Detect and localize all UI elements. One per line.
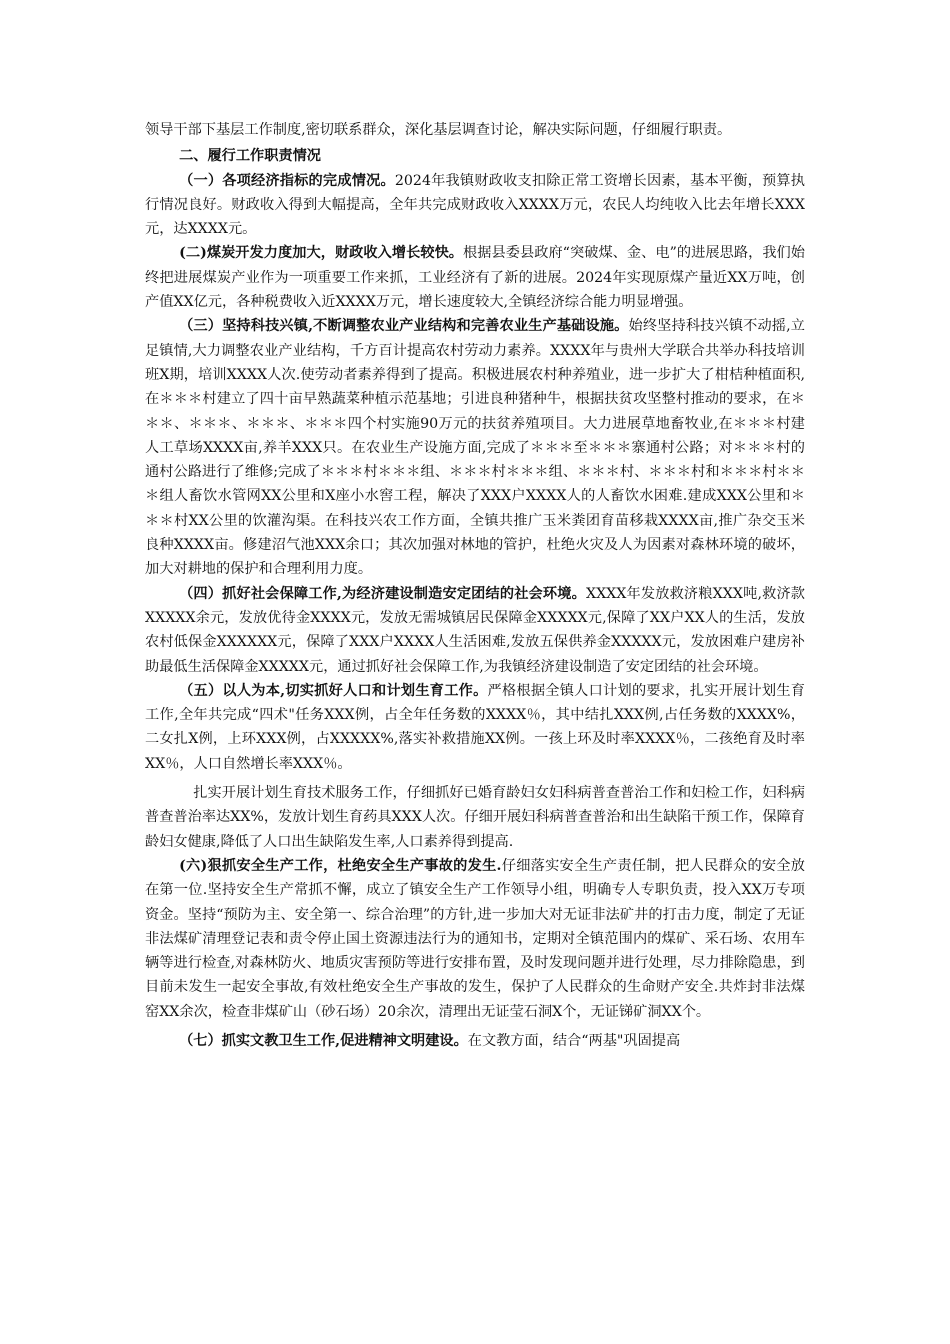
paragraph-7-lead: （七）抓实文教卫生工作,促进精神文明建设。: [179, 1032, 468, 1049]
paragraph-2-body: 根据县委县政府“突破煤、金、电”的进展思路，我们始终把进展煤炭产业作为一项重要工作来抓，工业经济有了新的进展。2024年实现原煤产量近XX万吨，创产值XX亿元，各种税费收入近XXXX万元，增长速度较大,全镇经济综合能力明显增强。: [145, 245, 805, 311]
paragraph-intro-continuation: 领导干部下基层工作制度,密切联系群众，深化基层调查讨论，解决实际问题，仔细履行职责。: [145, 122, 732, 138]
paragraph-6-body: 仔细落实安全生产责任制，把人民群众的安全放在第一位.坚持安全生产常抓不懈，成立了镇安全生产工作领导小组，明确专人专职负责，投入XX万专项资金。坚持“预防为主、安全第一、综合治理”的方针,进一步加大对无证非法矿井的打击力度，制定了无证非法煤矿清理登记表和责令停止国土资源违法行为的通知书，定期对全镇范围内的煤矿、采石场、农用车辆等进行检查,对森林防火、地质灾害预防等进行安排布置，及时发现问题并进行处理，尽力排除隐患，到目前未发生一起安全事故,有效杜绝安全生产事故的发生，保护了人民群众的生命财产安全.共炸封非法煤窑XX余次，检查非煤矿山（砂石场）20余次，清理出无证莹石洞X个，无证锑矿洞XX个。: [145, 857, 805, 1020]
paragraph-4-body: XXXX年发放救济粮XXX吨,救济款XXXXX余元，发放优待金XXXX元，发放无需城镇居民保障金XXXXX元,保障了XX户XX人的生活，发放农村低保金XXXXXX元，保障了XXX户XXXX人生活困难,发放五保供养金XXXXX元，发放困难户建房补助最低生活保障金XXXXX元，通过抓好社会保障工作,为我镇经济建设制造了安定团结的社会环境。: [145, 585, 805, 675]
paragraph-5: [145, 679, 805, 776]
paragraph-1: [145, 169, 805, 242]
paragraph-6-lead: (六)狠抓安全生产工作，杜绝安全生产事故的发生.: [179, 857, 502, 874]
paragraph-2: [145, 241, 805, 314]
paragraph-6: [145, 854, 805, 1024]
document-page: [145, 118, 805, 1053]
paragraph-1-lead: （一）各项经济指标的完成情况。: [179, 172, 395, 189]
paragraph-7: [145, 1029, 805, 1053]
paragraph-2-lead: (二)煤炭开发力度加大，财政收入增长较快。: [179, 245, 464, 262]
paragraph-7-body: 在文教方面，结合“两基"巩固提高: [467, 1032, 681, 1049]
paragraph-4: [145, 582, 805, 679]
paragraph-1-body: 2024年我镇财政收支扣除正常工资增长因素，基本平衡，预算执行情况良好。财政收入得到大幅提高，全年共完成财政收入XXXX万元，农民人均纯收入比去年增长XXX元，达XXXX元。: [145, 172, 805, 238]
paragraph-5-lead: （五）以人为本,切实抓好人口和计划生育工作。: [179, 682, 488, 699]
paragraph-3-lead: （三）坚持科技兴镇,不断调整农业产业结构和完善农业生产基础设施。: [179, 318, 629, 335]
paragraph-3: [145, 314, 805, 581]
section-heading-2: 二、履行工作职责情况: [179, 148, 321, 165]
paragraph-5-body: 严格根据全镇人口计划的要求，扎实开展计划生育工作,全年共完成“四术"任务XXX例，占全年任务数的XXXX％，其中结扎XXX例,占任务数的XXXX%，二女扎X例，上环XXX例，占XXXXX%,落实补救措施XX例。一孩上环及时率XXXX％，二孩绝育及时率XX％，人口自然增长率XXX％。: [145, 682, 805, 772]
paragraph-5b: 扎实开展计划生育技术服务工作，仔细抓好已婚育龄妇女妇科病普查普治工作和妇检工作，妇科病普查普治率达XX%，发放计划生育药具XXX人次。仔细开展妇科病普查普治和出生缺陷干预工作，保障育龄妇女健康,降低了人口出生缺陷发生率,人口素养得到提高.: [145, 785, 805, 850]
paragraph-3-body: 始终坚持科技兴镇不动摇,立足镇情,大力调整农业产业结构，千方百计提高农村劳动力素养。XXXX年与贵州大学联合共举办科技培训班X期，培训XXXX人次.使劳动者素养得到了提高。积极进展农村种养殖业，进一步扩大了柑桔种植面积,在＊＊＊村建立了四十亩早熟蔬菜种植示范基地；引进良种猪种牛，根据扶贫攻坚整村推动的要求，在＊＊＊、＊＊＊、＊＊＊、＊＊＊四个村实施90万元的扶贫养殖项目。大力进展草地畜牧业,在＊＊＊村建人工草场XXXX亩,养羊XXX只。在农业生产设施方面,完成了＊＊＊至＊＊＊寨通村公路；对＊＊＊村的通村公路进行了维修;完成了＊＊＊村＊＊＊组、＊＊＊村＊＊＊组、＊＊＊村、＊＊＊村和＊＊＊村＊＊＊组人畜饮水管网XX公里和X座小水窖工程，解决了XXX户XXXX人的人畜饮水困难.建成XXX公里和＊＊＊村XX公里的饮灌沟渠。在科技兴农工作方面，全镇共推广玉米粪团育苗移栽XXXX亩,推广杂交玉米良种XXXX亩。修建沼气池XXX余口；其次加强对林地的管护，杜绝火灾及人为因素对森林环境的破坏，加大对耕地的保护和合理利用力度。: [145, 318, 805, 578]
paragraph-4-lead: （四）抓好社会保障工作,为经济建设制造安定团结的社会环境。: [179, 585, 586, 602]
